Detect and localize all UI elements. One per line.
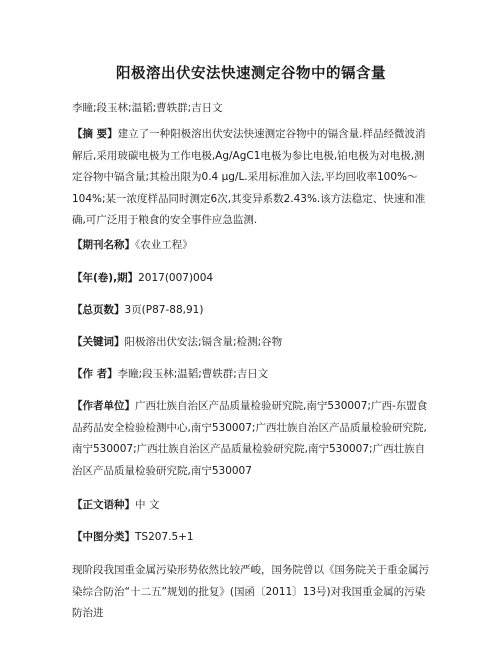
pages-value: 3页(P87-88,91)	[124, 304, 204, 316]
author-label: 【作 者】	[72, 368, 118, 380]
year-field	[72, 268, 430, 290]
language-value: 中 文	[135, 499, 160, 511]
class-label: 【中图分类】	[72, 531, 135, 543]
unit-label: 【作者单位】	[72, 400, 135, 412]
class-field	[72, 527, 430, 549]
pages-label: 【总页数】	[72, 304, 125, 316]
abstract-label: 【摘 要】	[72, 128, 118, 140]
paper-title: 阳极溶出伏安法快速测定谷物中的镉含量	[116, 66, 386, 82]
author-value: 李瞳;段玉林;温韬;曹轶群;吉日文	[117, 368, 269, 380]
journal-field	[72, 235, 430, 257]
author-field	[72, 364, 430, 386]
keywords-value: 阳极溶出伏安法;镉含量;检测;谷物	[124, 336, 283, 348]
author-line: 李瞳;段玉林;温韬;曹轶群;吉日文	[72, 102, 223, 114]
language-label: 【正文语种】	[72, 499, 135, 511]
year-value: 2017(007)004	[138, 272, 214, 284]
keywords-label: 【关键词】	[72, 336, 125, 348]
keywords-field	[72, 332, 430, 354]
year-label: 【年(卷),期】	[72, 272, 139, 284]
class-value: TS207.5+1	[135, 531, 194, 543]
unit-value: 广西壮族自治区产品质量检验研究院,南宁530007;广西-东盟食品药品安全检验检测中心,南宁530007;广西壮族自治区产品质量检验研究院,南宁530007;广西壮族自治区产品质量检验研究院,南宁530007;广西壮族自治区产品质量检验研究院,南宁530007	[72, 400, 428, 477]
body-paragraph: 现阶段我国重金属污染形势依然比较严峻，国务院曾以《国务院关于重金属污染综合防治“十二五”规划的批复》(国函〔2011〕13号)对我国重金属的污染防治进	[72, 564, 429, 619]
unit-field	[72, 396, 430, 482]
language-field	[72, 495, 430, 517]
journal-value: 《农业工程》	[135, 239, 193, 251]
journal-label: 【期刊名称】	[72, 239, 135, 251]
abstract-text: 建立了一种阳极溶出伏安法快速测定谷物中的镉含量.样品经微波消解后,采用玻碳电极为工作电极,Ag/AgC1电极为参比电极,铂电极为对电极,测定谷物中镉含量;其检出限为0.4 μg/L.采用标准加入法,平均回收率100%～104%;某一浓度样品同时测定6次,其变异系数2.43%.该方法稳定、快速和准确,可广泛用于粮食的安全事件应急监测.	[72, 128, 426, 226]
pages-field	[72, 300, 430, 322]
abstract-field	[72, 124, 430, 232]
